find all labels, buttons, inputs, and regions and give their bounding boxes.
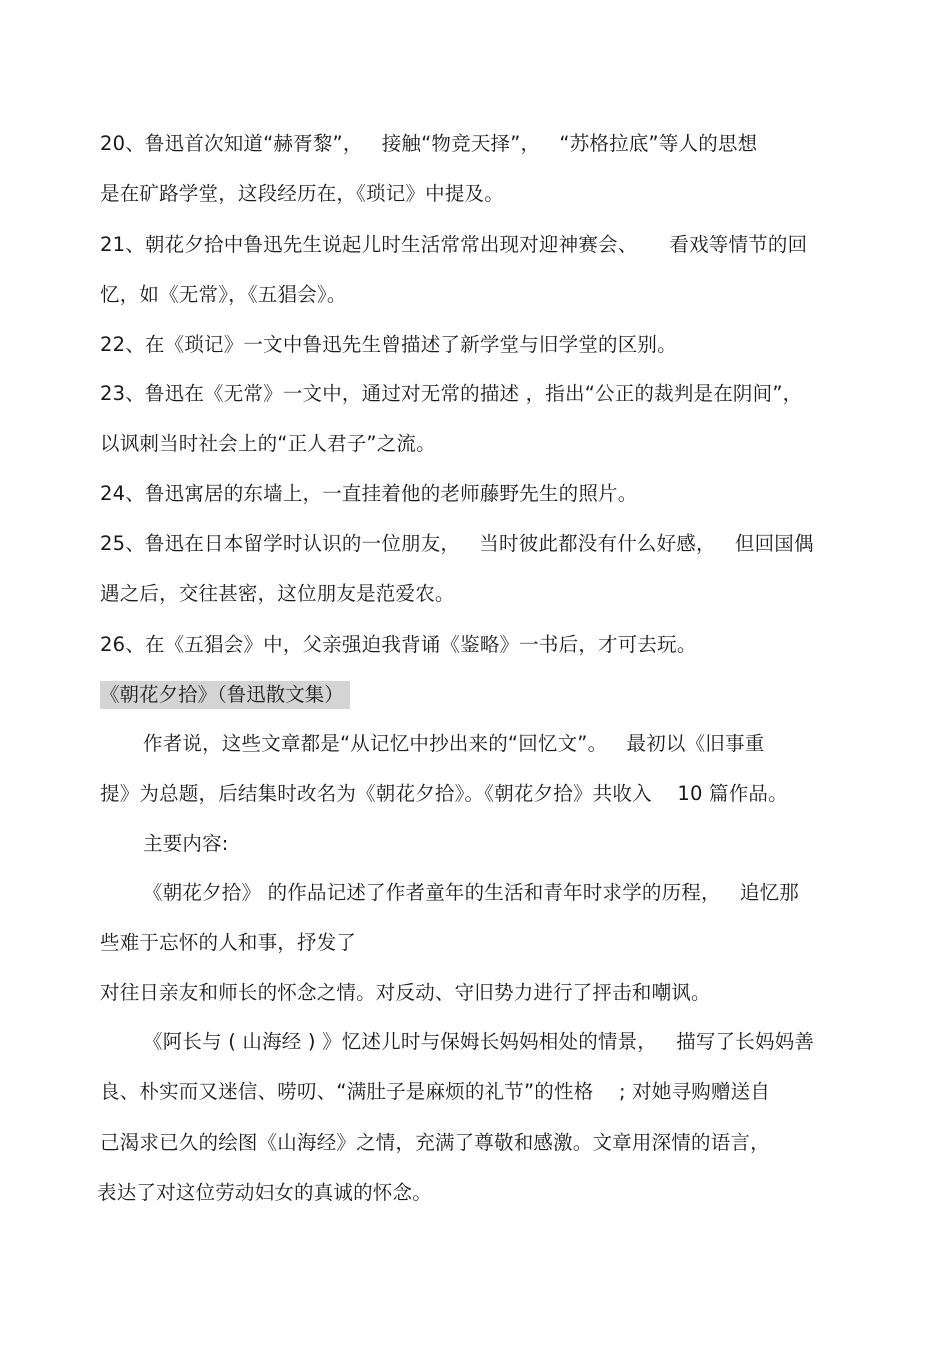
item-23-line-1: 23、鲁迅在《无常》一文中，通过对无常的描述 ，指出“公正的裁判是在阴间”， [100,382,803,405]
main-content-line-1: 《朝花夕拾》 的作品记述了作者童年的生活和青年时求学的历程， 追忆那 [143,881,799,904]
item-24-line-1: 24、鲁迅寓居的东墙上，一直挂着他的老师藤野先生的照片。 [100,482,638,505]
along-line-1: 《阿长与 ( 山海经 ) 》忆述儿时与保姆长妈妈相处的情景， 描写了长妈妈善 [143,1030,815,1053]
main-content-line-2: 些难于忘怀的人和事，抒发了 [100,931,357,954]
item-26-line-1: 26、在《五猖会》中，父亲强迫我背诵《鉴略》一书后，才可去玩。 [100,633,697,656]
item-21-line-1: 21、朝花夕拾中鲁迅先生说起儿时生活常常出现对迎神赛会、 看戏等情节的回 [100,233,808,256]
item-25-line-2: 遇之后，交往甚密，这位朋友是范爱农。 [100,582,455,605]
item-20-line-1: 20、鲁迅首次知道“赫胥黎”， 接触“物竞天择”， “苏格拉底”等人的思想 [100,132,758,155]
intro-line-1: 作者说，这些文章都是“从记忆中抄出来的“回忆文”。 最初以《旧事重 [143,732,765,755]
section-heading: 《朝花夕拾》（鲁迅散文集） [100,681,350,709]
along-line-4: 表达了对这位劳动妇女的真诚的怀念。 [97,1181,432,1204]
along-line-3: 己渴求已久的绘图《山海经》之情，充满了尊敬和感激。文章用深情的语言， [100,1131,770,1154]
item-22-line-1: 22、在《琐记》一文中鲁迅先生曾描述了新学堂与旧学堂的区别。 [100,333,677,356]
item-21-line-2: 忆，如《无常》，《五猖会》。 [100,283,347,306]
main-content-line-3: 对往日亲友和师长的怀念之情。对反动、守旧势力进行了抨击和嘲讽。 [100,981,711,1004]
along-line-2: 良、朴实而又迷信、唠叨、“满肚子是麻烦的礼节”的性格 ; 对她寻购赠送自 [100,1080,771,1103]
main-content-label: 主要内容: [143,832,229,855]
item-23-line-2: 以讽刺当时社会上的“正人君子”之流。 [100,432,436,455]
item-25-line-1: 25、鲁迅在日本留学时认识的一位朋友， 当时彼此都没有什么好感， 但回国偶 [100,532,814,555]
intro-line-2: 提》为总题，后结集时改名为《朝花夕拾》。《朝花夕拾》共收入 10 篇作品。 [100,782,788,805]
item-20-line-2: 是在矿路学堂，这段经历在，《琐记》中提及。 [100,182,504,205]
